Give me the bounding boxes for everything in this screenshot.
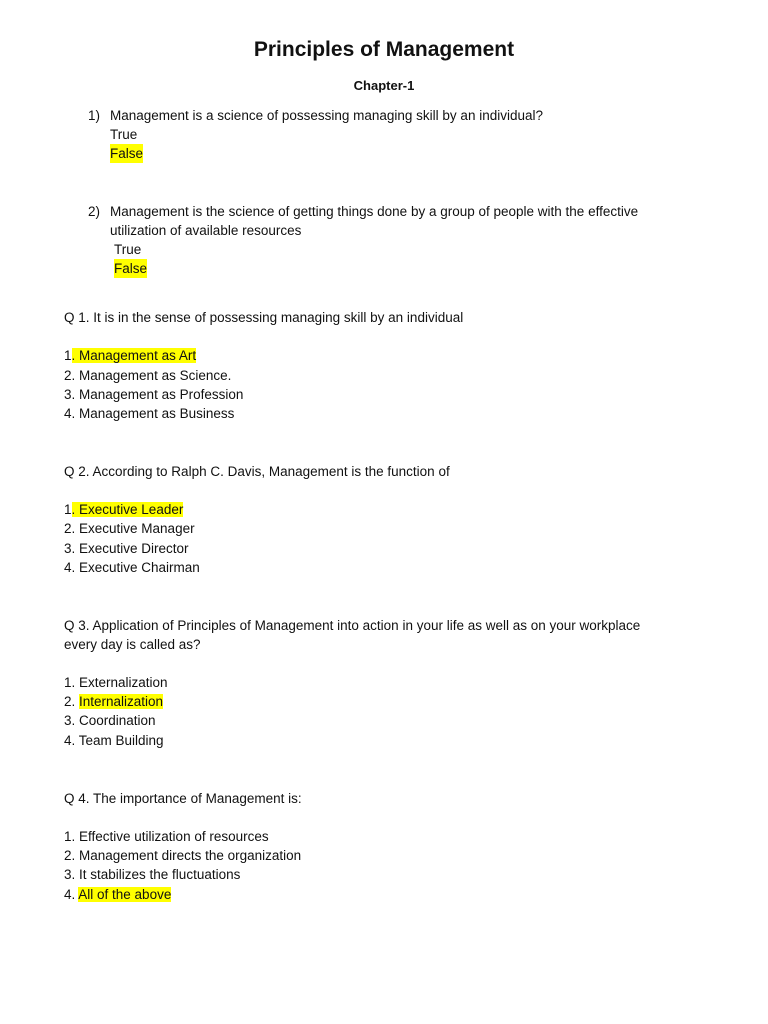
tf-question-text: Management is the science of getting things done by a group of people with the effective [110, 204, 639, 219]
option-text-answer: . Executive Leader [71, 502, 184, 517]
tf-option-false-answer: False [114, 261, 148, 276]
option-number: 4. [64, 887, 79, 902]
option-3 [64, 711, 156, 730]
option-text: Management directs the organization [79, 848, 302, 863]
option-text: Externalization [79, 675, 168, 690]
option-number: 1 [64, 348, 72, 363]
option-number: 3. [64, 867, 80, 882]
option-number: 3 [64, 387, 72, 402]
option-text: It stabilizes the fluctuations [79, 867, 241, 882]
option-3 [64, 385, 243, 404]
tf-option-true: True [114, 242, 142, 257]
option-text-answer: Internalization [79, 694, 164, 709]
tf-question-text: Management is a science of possessing managing skill by an individual? [110, 108, 543, 123]
option-text: . Management as Business [71, 406, 235, 421]
option-number: 1. [64, 829, 80, 844]
option-number: 4 [64, 406, 72, 421]
question-prompt: Q 3. Application of Principles of Management into action in your life as well as on your workplace [64, 618, 641, 633]
option-number: 3. [64, 713, 80, 728]
option-number: 2. [64, 848, 80, 863]
option-text: . Executive Chairman [71, 560, 200, 575]
option-text: . Executive Director [71, 541, 189, 556]
option-number: 2 [64, 368, 72, 383]
option-1 [64, 827, 269, 846]
option-text: . Management as Profession [71, 387, 244, 402]
question-prompt: Q 4. The importance of Management is: [64, 791, 302, 806]
option-4 [64, 404, 234, 423]
option-1 [64, 346, 196, 365]
option-number: 1. [64, 675, 80, 690]
option-4 [64, 731, 164, 750]
option-2 [64, 366, 231, 385]
option-text: Effective utilization of resources [79, 829, 269, 844]
tf-number: 1) [88, 108, 101, 123]
question-prompt-continued: every day is called as? [64, 637, 201, 652]
option-text: . Management as Science. [71, 368, 232, 383]
option-number: 4 [64, 560, 72, 575]
tf-question-text-continued: utilization of available resources [110, 223, 302, 238]
tf-option-false-answer: False [110, 146, 144, 161]
page-title: Principles of Management [253, 38, 515, 61]
option-4 [64, 885, 171, 904]
option-text: Team Building [78, 733, 164, 748]
question-prompt: Q 2. According to Ralph C. Davis, Management is the function of [64, 464, 450, 479]
question-prompt: Q 1. It is in the sense of possessing managing skill by an individual [64, 310, 464, 325]
option-number: 3 [64, 541, 72, 556]
chapter-heading: Chapter-1 [353, 78, 415, 93]
option-text: Coordination [79, 713, 156, 728]
option-text: . Executive Manager [71, 521, 195, 536]
option-number: 2. [64, 694, 80, 709]
option-2 [64, 846, 301, 865]
option-number: 2 [64, 521, 72, 536]
option-text-answer: . Management as Art [71, 348, 197, 363]
option-3 [64, 865, 240, 884]
option-text-answer: All of the above [78, 887, 172, 902]
option-1 [64, 673, 168, 692]
option-2 [64, 692, 163, 711]
option-number: 4. [64, 733, 79, 748]
option-3 [64, 539, 189, 558]
tf-option-true: True [110, 127, 138, 142]
option-number: 1 [64, 502, 72, 517]
tf-number: 2) [88, 204, 101, 219]
option-2 [64, 519, 195, 538]
option-4 [64, 558, 200, 577]
option-1 [64, 500, 183, 519]
